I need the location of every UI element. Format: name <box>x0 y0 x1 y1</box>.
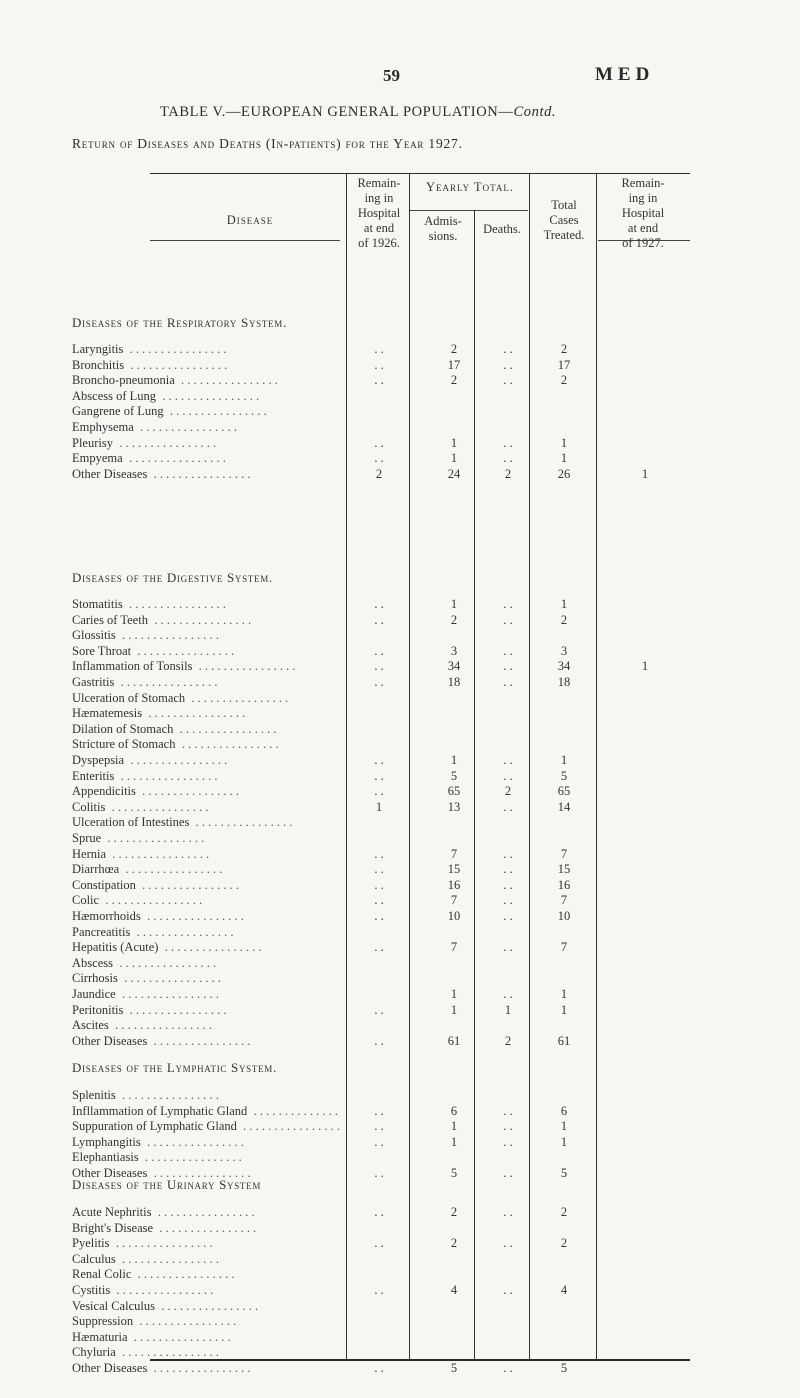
remaining-1926-cell: . . <box>374 1003 384 1017</box>
deaths-cell: . . <box>503 436 513 450</box>
table-row <box>0 878 800 892</box>
total-treated-cell: 34 <box>557 659 571 673</box>
disease-name: Constipation . . . <box>72 878 342 892</box>
admissions-cell: 1 <box>450 987 458 1001</box>
disease-name: Pleurisy . . . <box>72 436 342 450</box>
table-row <box>0 597 800 611</box>
remaining-1927-cell: 1 <box>641 659 649 673</box>
admissions-cell: 15 <box>447 862 461 876</box>
table-row <box>0 1330 800 1344</box>
table-row <box>0 1236 800 1250</box>
total-treated-cell: 7 <box>560 940 568 954</box>
table-row <box>0 800 800 814</box>
disease-name: Other Diseases . . . <box>72 1361 342 1375</box>
total-treated-cell: 1 <box>560 597 568 611</box>
title-contd: Contd. <box>513 104 557 120</box>
remaining-1926-cell: 1 <box>375 800 383 814</box>
header-line: Treated. <box>543 228 585 242</box>
disease-name: Bright's Disease . . . <box>72 1221 342 1235</box>
disease-name: Sprue . . . <box>72 831 342 845</box>
table-row <box>0 659 800 673</box>
remaining-1926-cell: . . <box>374 659 384 673</box>
disease-name: Pyelitis . . . <box>72 1236 342 1250</box>
disease-name: Dilation of Stomach . . . <box>72 722 342 736</box>
table-row <box>0 1034 800 1048</box>
table-row <box>0 847 800 861</box>
remaining-1926-cell: . . <box>374 644 384 658</box>
admissions-cell: 2 <box>450 373 458 387</box>
total-treated-cell: 17 <box>557 358 571 372</box>
disease-name: Other Diseases . . . <box>72 467 342 481</box>
total-treated-cell: 2 <box>560 1236 568 1250</box>
disease-name: Empyema . . . <box>72 451 342 465</box>
table-row <box>0 342 800 356</box>
table-row <box>0 420 800 434</box>
admissions-cell: 7 <box>450 847 458 861</box>
page-number: 59 <box>383 66 400 85</box>
remaining-1926-cell: . . <box>374 675 384 689</box>
disease-name: Infllammation of Lymphatic Gland . . . <box>72 1104 342 1118</box>
table-row <box>0 706 800 720</box>
deaths-cell: . . <box>503 597 513 611</box>
admissions-cell: 2 <box>450 342 458 356</box>
remaining-1926-cell: . . <box>374 1135 384 1149</box>
header-line: ing in <box>364 191 394 205</box>
table-row <box>0 1361 800 1375</box>
admissions-cell: 1 <box>450 1003 458 1017</box>
table-row <box>0 1119 800 1133</box>
total-treated-cell: 5 <box>560 1166 568 1180</box>
admissions-cell: 65 <box>447 784 461 798</box>
deaths-cell: . . <box>503 893 513 907</box>
table-row <box>0 956 800 970</box>
deaths-cell: . . <box>503 1236 513 1250</box>
disease-name: Suppression . . . <box>72 1314 342 1328</box>
disease-name: Dyspepsia . . . <box>72 753 342 767</box>
remaining-1926-cell: . . <box>374 1205 384 1219</box>
disease-name: Calculus . . . <box>72 1252 342 1266</box>
header-disease: Disease <box>226 213 274 227</box>
disease-name: Hernia . . . <box>72 847 342 861</box>
total-treated-cell: 2 <box>560 373 568 387</box>
table-row <box>0 1314 800 1328</box>
header-line: Hospital <box>357 206 401 220</box>
header-line: Hospital <box>621 206 665 220</box>
deaths-cell: . . <box>503 753 513 767</box>
disease-name: Vesical Calculus . . . <box>72 1299 342 1313</box>
deaths-cell: . . <box>503 675 513 689</box>
remaining-1926-cell: . . <box>374 358 384 372</box>
remaining-1926-cell: . . <box>374 1236 384 1250</box>
remaining-1926-cell: . . <box>374 597 384 611</box>
admissions-cell: 6 <box>450 1104 458 1118</box>
table-row <box>0 784 800 798</box>
admissions-cell: 2 <box>450 1205 458 1219</box>
disease-name: Chyluria . . . <box>72 1345 342 1359</box>
header-line: Remain- <box>357 176 401 190</box>
admissions-cell: 4 <box>450 1283 458 1297</box>
deaths-cell: . . <box>503 1205 513 1219</box>
total-treated-cell: 1 <box>560 1135 568 1149</box>
header-line: of 1926. <box>358 236 400 250</box>
header-line: Admis- <box>424 214 462 228</box>
deaths-cell: 1 <box>504 1003 512 1017</box>
table-row <box>0 1345 800 1359</box>
table-row <box>0 987 800 1001</box>
disease-name: Cirrhosis . . . <box>72 971 342 985</box>
disease-name: Hæmaturia . . . <box>72 1330 342 1344</box>
table-row <box>0 1267 800 1281</box>
remaining-1926-cell: . . <box>374 1119 384 1133</box>
admissions-cell: 24 <box>447 467 461 481</box>
header-line: Remain- <box>621 176 665 190</box>
table-row <box>0 1205 800 1219</box>
total-treated-cell: 65 <box>557 784 571 798</box>
disease-name: Cystitis . . . <box>72 1283 342 1297</box>
total-treated-cell: 1 <box>560 436 568 450</box>
deaths-cell: . . <box>503 1283 513 1297</box>
table-row <box>0 1088 800 1102</box>
table-row <box>0 1283 800 1297</box>
remaining-1926-cell: . . <box>374 784 384 798</box>
remaining-1926-cell: . . <box>374 878 384 892</box>
disease-name: Enteritis . . . <box>72 769 342 783</box>
section-title: Diseases of the Digestive System. <box>72 570 273 585</box>
remaining-1926-cell: . . <box>374 436 384 450</box>
deaths-cell: . . <box>503 1119 513 1133</box>
table-row <box>0 925 800 939</box>
admissions-cell: 1 <box>450 451 458 465</box>
header-total-treated <box>531 198 597 243</box>
disease-name: Elephantiasis . . . <box>72 1150 342 1164</box>
table-row <box>0 722 800 736</box>
deaths-cell: . . <box>503 847 513 861</box>
disease-name: Colic . . . <box>72 893 342 907</box>
table-subtitle: Return of Diseases and Deaths (In-patients) for the Year 1927. <box>72 136 463 151</box>
deaths-cell: . . <box>503 1135 513 1149</box>
total-treated-cell: 1 <box>560 451 568 465</box>
table-row <box>0 769 800 783</box>
remaining-1926-cell: . . <box>374 451 384 465</box>
table-row <box>0 358 800 372</box>
section-title: Diseases of the Urinary System <box>72 1177 262 1192</box>
table-row <box>0 971 800 985</box>
deaths-cell: . . <box>503 1361 513 1375</box>
header-line: ing in <box>628 191 658 205</box>
deaths-cell: . . <box>503 878 513 892</box>
header-yearly-total: Yearly Total. <box>425 180 515 194</box>
table-row <box>0 691 800 705</box>
table-row <box>0 404 800 418</box>
disease-name: Renal Colic . . . <box>72 1267 342 1281</box>
remaining-1926-cell: . . <box>374 1166 384 1180</box>
table-row <box>0 613 800 627</box>
admissions-cell: 5 <box>450 1361 458 1375</box>
disease-name: Pancreatitis . . . <box>72 925 342 939</box>
admissions-cell: 1 <box>450 436 458 450</box>
deaths-cell: . . <box>503 659 513 673</box>
disease-name: Abscess of Lung . . . <box>72 389 342 403</box>
disease-name: Hæmorrhoids . . . <box>72 909 342 923</box>
disease-name: Splenitis . . . <box>72 1088 342 1102</box>
remaining-1926-cell: . . <box>374 909 384 923</box>
remaining-1926-cell: . . <box>374 940 384 954</box>
deaths-cell: 2 <box>504 467 512 481</box>
total-treated-cell: 6 <box>560 1104 568 1118</box>
total-treated-cell: 3 <box>560 644 568 658</box>
deaths-cell: . . <box>503 1166 513 1180</box>
disease-name: Gangrene of Lung . . . <box>72 404 342 418</box>
header-remaining-start <box>349 176 409 251</box>
admissions-cell: 5 <box>450 1166 458 1180</box>
deaths-cell: . . <box>503 373 513 387</box>
total-treated-cell: 2 <box>560 1205 568 1219</box>
remaining-1926-cell: 2 <box>375 467 383 481</box>
disease-name: Gastritis . . . <box>72 675 342 689</box>
disease-name: Appendicitis . . . <box>72 784 342 798</box>
disease-name: Ascites . . . <box>72 1018 342 1032</box>
admissions-cell: 1 <box>450 1135 458 1149</box>
deaths-cell: 2 <box>504 784 512 798</box>
deaths-cell: . . <box>503 451 513 465</box>
yearly-total-rule <box>410 210 528 211</box>
remaining-1926-cell: . . <box>374 893 384 907</box>
page-code: MED <box>595 64 655 85</box>
total-treated-cell: 26 <box>557 467 571 481</box>
total-treated-cell: 2 <box>560 613 568 627</box>
deaths-cell: . . <box>503 940 513 954</box>
admissions-cell: 10 <box>447 909 461 923</box>
total-treated-cell: 1 <box>560 753 568 767</box>
total-treated-cell: 5 <box>560 1361 568 1375</box>
deaths-cell: . . <box>503 987 513 1001</box>
table-row <box>0 675 800 689</box>
table-row <box>0 1252 800 1266</box>
table-row <box>0 940 800 954</box>
remaining-1926-cell: . . <box>374 769 384 783</box>
total-treated-cell: 1 <box>560 1003 568 1017</box>
table-row <box>0 815 800 829</box>
admissions-cell: 1 <box>450 753 458 767</box>
remaining-1926-cell: . . <box>374 373 384 387</box>
table-row <box>0 644 800 658</box>
disease-name: Glossitis . . . <box>72 628 342 642</box>
disease-name: Acute Nephritis . . . <box>72 1205 342 1219</box>
header-deaths: Deaths. <box>483 222 521 236</box>
section-title: Diseases of the Lymphatic System. <box>72 1060 277 1075</box>
admissions-cell: 2 <box>450 613 458 627</box>
total-treated-cell: 14 <box>557 800 571 814</box>
deaths-cell: 2 <box>504 1034 512 1048</box>
table-row <box>0 1221 800 1235</box>
total-treated-cell: 1 <box>560 1119 568 1133</box>
remaining-1926-cell: . . <box>374 613 384 627</box>
remaining-1926-cell: . . <box>374 753 384 767</box>
deaths-cell: . . <box>503 862 513 876</box>
total-treated-cell: 7 <box>560 847 568 861</box>
total-treated-cell: 4 <box>560 1283 568 1297</box>
disease-name: Stomatitis . . . <box>72 597 342 611</box>
disease-name: Abscess . . . <box>72 956 342 970</box>
table-row <box>0 862 800 876</box>
admissions-cell: 7 <box>450 893 458 907</box>
remaining-1926-cell: . . <box>374 1283 384 1297</box>
total-treated-cell: 10 <box>557 909 571 923</box>
table-row <box>0 737 800 751</box>
disease-name: Peritonitis . . . <box>72 1003 342 1017</box>
table-row <box>0 1135 800 1149</box>
disease-name: Bronchitis . . . <box>72 358 342 372</box>
header-line: sions. <box>428 229 458 243</box>
table-row <box>0 436 800 450</box>
disease-name: Ulceration of Intestines . . . <box>72 815 342 829</box>
total-treated-cell: 7 <box>560 893 568 907</box>
disease-name: Emphysema . . . <box>72 420 342 434</box>
disease-name: Suppuration of Lymphatic Gland . . . <box>72 1119 342 1133</box>
total-treated-cell: 2 <box>560 342 568 356</box>
disease-name: Hepatitis (Acute) . . . <box>72 940 342 954</box>
deaths-cell: . . <box>503 644 513 658</box>
disease-name: Sore Throat . . . <box>72 644 342 658</box>
header-admissions <box>412 214 474 244</box>
total-treated-cell: 18 <box>557 675 571 689</box>
remaining-1926-cell: . . <box>374 847 384 861</box>
deaths-cell: . . <box>503 358 513 372</box>
total-treated-cell: 1 <box>560 987 568 1001</box>
admissions-cell: 1 <box>450 597 458 611</box>
admissions-cell: 1 <box>450 1119 458 1133</box>
disease-name: Diarrhœa . . . <box>72 862 342 876</box>
admissions-cell: 5 <box>450 769 458 783</box>
disease-name: Broncho-pneumonia . . . <box>72 373 342 387</box>
disease-name: Hæmatemesis . . . <box>72 706 342 720</box>
admissions-cell: 61 <box>447 1034 461 1048</box>
table-row <box>0 628 800 642</box>
section-title: Diseases of the Respiratory System. <box>72 315 287 330</box>
remaining-1927-cell: 1 <box>641 467 649 481</box>
deaths-cell: . . <box>503 1104 513 1118</box>
admissions-cell: 16 <box>447 878 461 892</box>
table-row <box>0 467 800 481</box>
remaining-1926-cell: . . <box>374 1034 384 1048</box>
remaining-1926-cell: . . <box>374 342 384 356</box>
deaths-cell: . . <box>503 769 513 783</box>
admissions-cell: 17 <box>447 358 461 372</box>
disease-name: Jaundice . . . <box>72 987 342 1001</box>
table-row <box>0 893 800 907</box>
table-row <box>0 451 800 465</box>
disease-name: Laryngitis . . . <box>72 342 342 356</box>
disease-name: Colitis . . . <box>72 800 342 814</box>
remaining-1926-cell: . . <box>374 1104 384 1118</box>
deaths-cell: . . <box>503 800 513 814</box>
table-row <box>0 1018 800 1032</box>
header-rule-top <box>150 173 690 174</box>
table-row <box>0 373 800 387</box>
header-line: of 1927. <box>622 236 664 250</box>
table-row <box>0 831 800 845</box>
disease-name: Inflammation of Tonsils . . . <box>72 659 342 673</box>
disease-name: Other Diseases . . . <box>72 1034 342 1048</box>
deaths-cell: . . <box>503 909 513 923</box>
total-treated-cell: 5 <box>560 769 568 783</box>
admissions-cell: 13 <box>447 800 461 814</box>
admissions-cell: 18 <box>447 675 461 689</box>
header-line: Total <box>551 198 577 212</box>
table-row <box>0 389 800 403</box>
admissions-cell: 34 <box>447 659 461 673</box>
table-row <box>0 1104 800 1118</box>
admissions-cell: 3 <box>450 644 458 658</box>
admissions-cell: 2 <box>450 1236 458 1250</box>
deaths-cell: . . <box>503 613 513 627</box>
admissions-cell: 7 <box>450 940 458 954</box>
total-treated-cell: 16 <box>557 878 571 892</box>
disease-name: Caries of Teeth . . . <box>72 613 342 627</box>
total-treated-cell: 61 <box>557 1034 571 1048</box>
table-title <box>160 104 556 121</box>
remaining-1926-cell: . . <box>374 1361 384 1375</box>
header-line: at end <box>363 221 395 235</box>
table-row <box>0 1150 800 1164</box>
table-row <box>0 909 800 923</box>
title-main: TABLE V.—EUROPEAN GENERAL POPULATION— <box>160 104 514 120</box>
header-line: Cases <box>549 213 579 227</box>
table-row <box>0 753 800 767</box>
table-row <box>0 1003 800 1017</box>
remaining-1926-cell: . . <box>374 862 384 876</box>
header-line: at end <box>627 221 659 235</box>
disease-name: Lymphangitis . . . <box>72 1135 342 1149</box>
deaths-cell: . . <box>503 342 513 356</box>
header-remaining-end <box>598 176 688 251</box>
header-rule-left <box>150 240 340 241</box>
disease-name: Stricture of Stomach . . . <box>72 737 342 751</box>
disease-name: Ulceration of Stomach . . . <box>72 691 342 705</box>
disease-name: Other Diseases . . . <box>72 1166 342 1180</box>
total-treated-cell: 15 <box>557 862 571 876</box>
table-row <box>0 1299 800 1313</box>
